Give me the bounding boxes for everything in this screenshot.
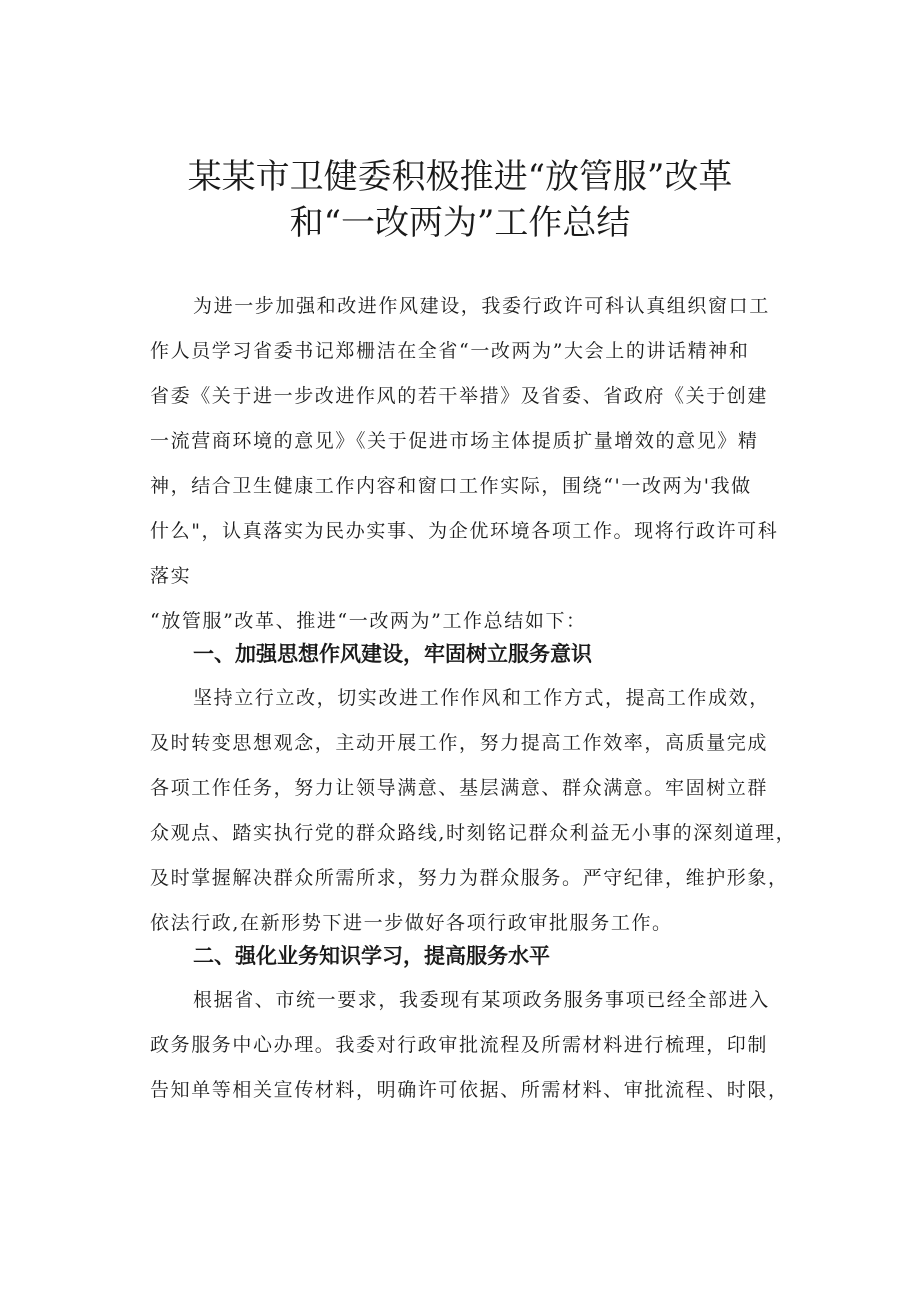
section-1-line-6: 依法行政,在新形势下进一步做好各项行政审批服务工作。 [150,912,673,934]
document-title-line-1: 某某市卫健委积极推进“放管服”改革 [187,157,733,197]
intro-line-8: “放管服”改革、推进“一改两为”工作总结如下： [150,610,587,632]
intro-line-6: 什么"，认真落实为民办实事、为企优环境各项工作。现将行政许可科 [150,520,779,542]
section-2-line-2: 政务服务中心办理。我委对行政审批流程及所需材料进行梳理，印制 [150,1034,769,1056]
section-1-line-4: 众观点、踏实执行党的群众路线,时刻铭记群众利益无小事的深刻道理， [150,822,797,844]
intro-line-3: 省委《关于进一步改进作风的若干举措》及省委、省政府《关于创建 [150,385,769,407]
intro-line-5: 神，结合卫生健康工作内容和窗口工作实际，围绕“'一改两为'我做 [150,475,752,497]
section-1-line-5: 及时掌握解决群众所需所求，努力为群众服务。严守纪律，维护形象， [150,867,789,889]
intro-line-1: 为进一步加强和改进作风建设，我委行政许可科认真组织窗口工 [193,295,770,317]
section-1-line-1: 坚持立行立改，切实改进工作作风和工作方式，提高工作成效， [193,687,770,709]
section-1-heading: 一、加强思想作风建设，牢固树立服务意识 [193,642,592,666]
section-2-line-3: 告知单等相关宣传材料，明确许可依据、所需材料、审批流程、时限， [150,1079,789,1101]
intro-line-4: 一流营商环境的意见》《关于促进市场主体提质扩量增效的意见》精 [150,430,759,452]
section-1-line-2: 及时转变思想观念，主动开展工作，努力提高工作效率，高质量完成 [150,732,769,754]
intro-line-7: 落实 [150,565,192,587]
section-2-heading: 二、强化业务知识学习，提高服务水平 [193,944,550,968]
document-title-line-2: 和“一改两为”工作总结 [289,203,631,243]
intro-line-2: 作人员学习省委书记郑栅洁在全省“一改两为”大会上的讲话精神和 [150,340,750,362]
section-1-line-3: 各项工作任务，努力让领导满意、基层满意、群众满意。牢固树立群 [150,777,769,799]
section-2-line-1: 根据省、市统一要求，我委现有某项政务服务事项已经全部进入 [193,989,770,1011]
